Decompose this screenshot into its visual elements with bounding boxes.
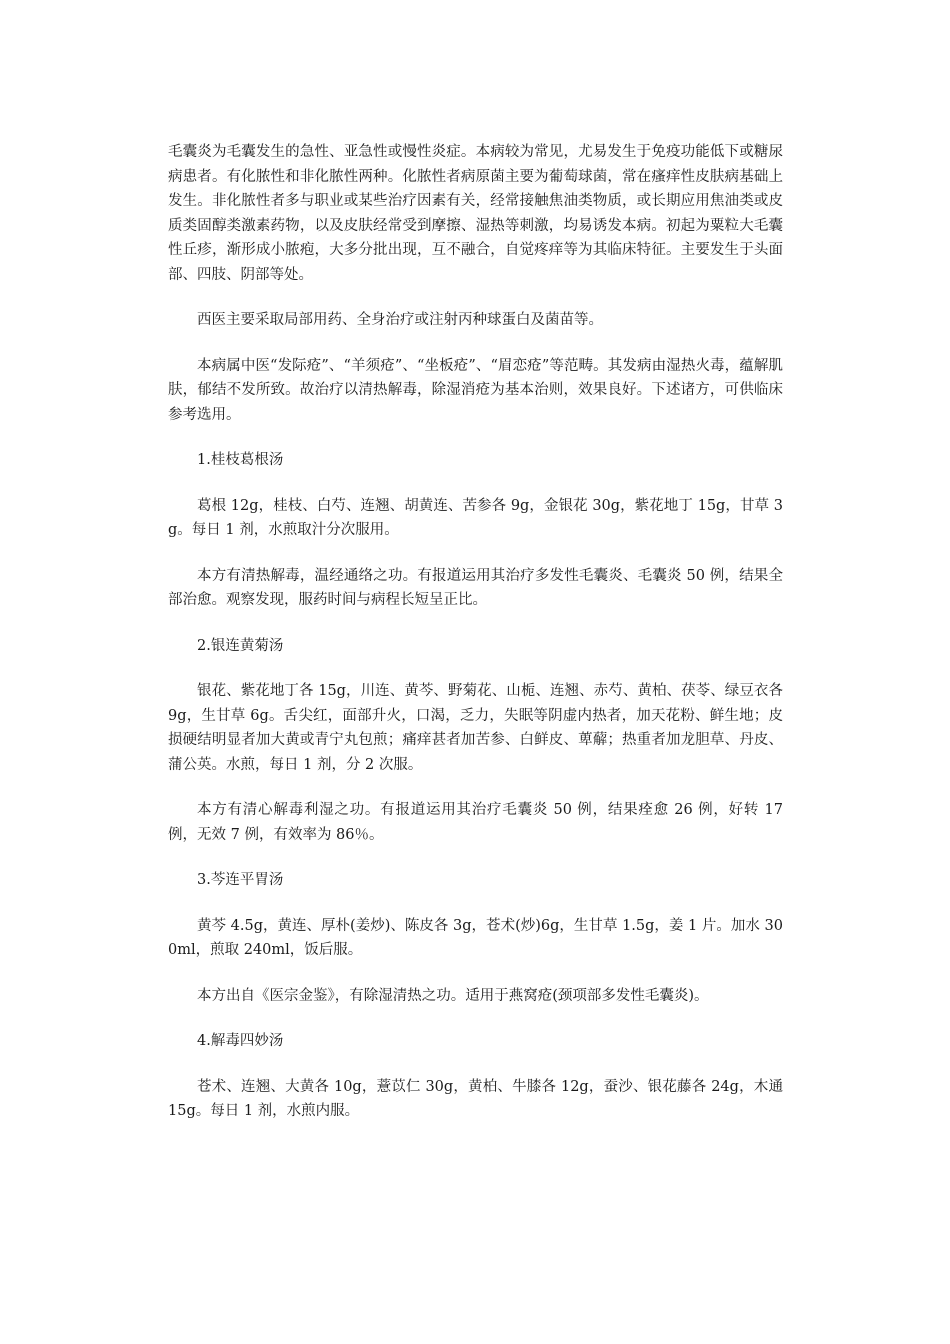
section-heading-4: 4.解毒四妙汤 — [197, 1033, 284, 1049]
document-page — [168, 140, 783, 1145]
western-treatment-paragraph: 西医主要采取局部用药、全身治疗或注射丙种球蛋白及菌苗等。 — [197, 312, 603, 328]
recipe-4-ingredients: 苍术、连翘、大黄各 10g，薏苡仁 30g，黄柏、牛膝各 12g，蚕沙、银花藤各 24g，木通 15g。每日 1 剂，水煎内服。 — [168, 1078, 783, 1119]
recipe-3-ingredients: 黄芩 4.5g，黄连、厚朴(姜炒)、陈皮各 3g，苍术(炒)6g，生甘草 1.5g，姜 1 片。加水 300ml，煎取 240ml，饭后服。 — [168, 917, 783, 958]
recipe-3-notes: 本方出自《医宗金鉴》，有除湿清热之功。适用于燕窝疮(颈项部多发性毛囊炎)。 — [197, 987, 709, 1004]
section-heading-3: 3.芩连平胃汤 — [197, 872, 284, 888]
recipe-2-notes: 本方有清心解毒利湿之功。有报道运用其治疗毛囊炎 50 例，结果痊愈 26 例，好转 17 例，无效 7 例，有效率为 86％。 — [168, 802, 783, 843]
section-heading-2: 2.银连黄菊汤 — [197, 637, 284, 654]
section-heading-1: 1.桂枝葛根汤 — [197, 452, 284, 468]
recipe-1-notes: 本方有清热解毒，温经通络之功。有报道运用其治疗多发性毛囊炎、毛囊炎 50 例，结果全部治愈。观察发现，服药时间与病程长短呈正比。 — [168, 567, 783, 608]
recipe-2-ingredients: 银花、紫花地丁各 15g，川连、黄芩、野菊花、山栀、连翘、赤芍、黄柏、茯苓、绿豆衣各 9g，生甘草 6g。舌尖红，面部升火，口渴，乏力，失眠等阴虚内热者，加天花粉、鲜生地；皮损硬结明显者加大黄或青宁丸包煎；痛痒甚者加苦参、白鲜皮、萆薢；热重者加龙胆草、丹皮、蒲公英。水煎，每日 1 剂，分 2 次服。 — [168, 683, 783, 773]
intro-paragraph: 毛囊炎为毛囊发生的急性、亚急性或慢性炎症。本病较为常见，尤易发生于免疫功能低下或糖尿病患者。有化脓性和非化脓性两种。化脓性者病原菌主要为葡萄球菌，常在瘙痒性皮肤病基础上发生。非化脓性者多与职业或某些治疗因素有关，经常接触焦油类物质，或长期应用焦油类或皮质类固醇类激素药物，以及皮肤经常受到摩擦、湿热等刺激，均易诱发本病。初起为粟粒大毛囊性丘疹，渐形成小脓疱，大多分批出现，互不融合，自觉疼痒等为其临床特征。主要发生于头面部、四肢、阴部等处。 — [168, 144, 783, 283]
tcm-overview-paragraph: 本病属中医“发际疮”、“羊须疮”、“坐板疮”、“眉恋疮”等范畴。其发病由湿热火毒，蕴解肌肤，郁结不发所致。故治疗以清热解毒，除湿消疮为基本治则，效果良好。下述诸方，可供临床参考选用。 — [168, 357, 783, 423]
recipe-1-ingredients: 葛根 12g，桂枝、白芍、连翘、胡黄连、苦参各 9g，金银花 30g，紫花地丁 15g，甘草 3g。每日 1 剂，水煎取汁分次服用。 — [168, 497, 783, 538]
